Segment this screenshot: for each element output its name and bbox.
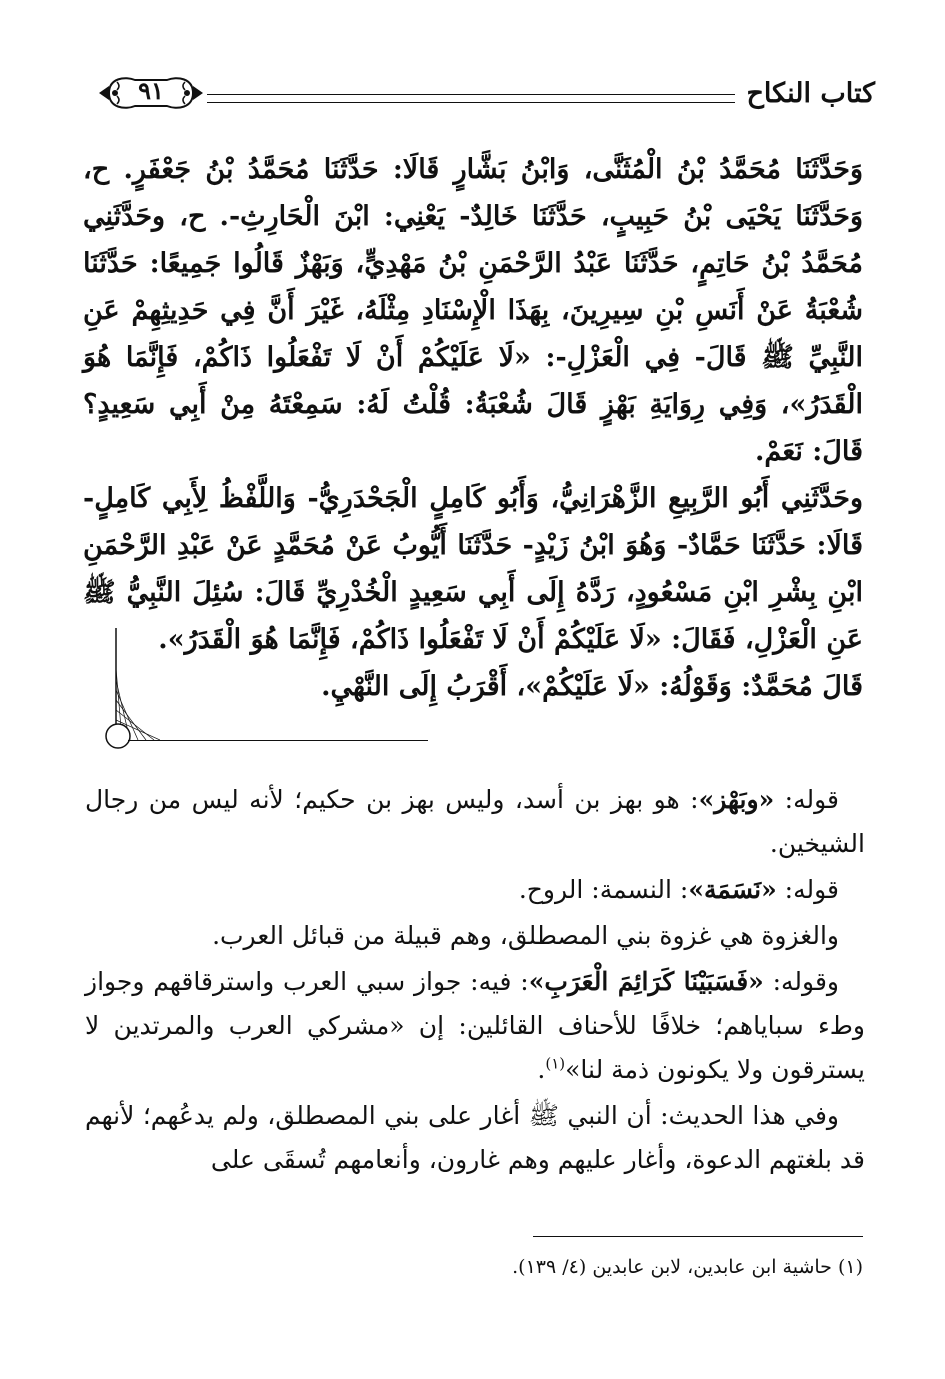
- quoted-term: «وبَهْز»: [698, 785, 775, 814]
- commentary-lead: قوله:: [776, 875, 839, 904]
- commentary-paragraph: [85, 960, 865, 1092]
- footnote-rule: [533, 1236, 863, 1237]
- commentary-paragraph: [85, 914, 865, 958]
- hadith-paragraph: قَالَ مُحَمَّدٌ: وَقَوْلُهُ: «لَا عَلَيْكُمْ»، أَقْرَبُ إِلَى النَّهْيِ.: [321, 671, 863, 702]
- commentary-text: وفي هذا الحديث: أن النبي ﷺ أغار على بني المصطلق، ولم يدعُهم؛ لأنهم قد بلغتهم الدعوة، وأغار عليهم وهم غارون، وأنعامهم تُسقَى على: [85, 1101, 865, 1174]
- book-title: كتاب النكاح: [746, 78, 875, 109]
- header-rule: [207, 94, 735, 103]
- commentary-text: والغزوة هي غزوة بني المصطلق، وهم قبيلة من قبائل العرب.: [212, 921, 839, 950]
- commentary-paragraph: [85, 1094, 865, 1182]
- footnote-marker[interactable]: (١): [545, 1054, 566, 1073]
- commentary-paragraph: [85, 778, 865, 866]
- commentary-text: : هو بهز بن أسد، وليس بهز بن حكيم؛ لأنه ليس من رجال الشيخين.: [85, 785, 865, 858]
- quoted-term: «نَسَمَة»: [688, 875, 777, 904]
- corner-ornament-icon: [102, 628, 160, 750]
- section-rule: [128, 740, 428, 741]
- footnote: (١) حاشية ابن عابدين، لابن عابدين (٤/ ١٣٩).: [512, 1256, 863, 1278]
- commentary-text: : فيه: جواز سبي العرب واسترقاقهم وجواز وطء سباياهم؛ خلافًا للأحناف القائلين: إن «مشركي العرب والمرتدين لا يسترقون ولا يكونون ذمة لنا»: [85, 967, 865, 1084]
- hadith-paragraph: وَحَدَّثَنَا مُحَمَّدُ بْنُ الْمُثَنَّى، وَابْنُ بَشَّارٍ قَالَا: حَدَّثَنَا مُحَمَّدُ بْنُ جَعْفَرٍ. ح، وَحَدَّثَنَا يَحْيَى بْنُ حَبِيبٍ، حَدَّثَنَا خَالِدٌ- يَعْنِي: ابْنَ الْحَارِثِ-. ح، وحَدَّثَنِي مُحَمَّدُ بْنُ حَاتِمٍ، حَدَّثَنَا عَبْدُ الرَّحْمَنِ بْنُ مَهْدِيٍّ، وَبَهْزٌ قَالُوا جَمِيعًا: حَدَّثَنَا شُعْبَةُ عَنْ أَنَسِ بْنِ سِيرِينَ، بِهَذَا الْإِسْنَادِ مِثْلَهُ، غَيْرَ أَنَّ فِي حَدِيثِهِمْ عَنِ النَّبِيِّ ﷺ قَالَ- فِي الْعَزْلِ-: «لَا عَلَيْكُمْ أَنْ لَا تَفْعَلُوا ذَاكُمْ، فَإِنَّمَا هُوَ الْقَدَرُ»، وَفِي رِوَايَةِ بَهْزٍ قَالَ شُعْبَةُ: قُلْتُ لَهُ: سَمِعْتَهُ مِنْ أَبِي سَعِيدٍ؟ قَالَ: نَعَمْ.: [83, 154, 863, 467]
- commentary-lead: قوله:: [774, 785, 839, 814]
- commentary-block: [85, 778, 865, 1184]
- hadith-block: [83, 146, 863, 710]
- page-number: ٩١: [138, 76, 164, 105]
- page-number-ornament: [95, 68, 207, 118]
- commentary-text: .: [537, 1055, 546, 1084]
- page-header: [95, 60, 875, 130]
- hadith-paragraph: وحَدَّثَنِي أَبُو الرَّبِيعِ الزَّهْرَانِيُّ، وَأَبُو كَامِلٍ الْجَحْدَرِيُّ- وَاللَّفْظُ لِأَبِي كَامِلٍ- قَالَا: حَدَّثَنَا حَمَّادٌ- وَهُوَ ابْنُ زَيْدٍ- حَدَّثَنَا أَيُّوبُ عَنْ مُحَمَّدٍ عَنْ عَبْدِ الرَّحْمَنِ ابْنِ بِشْرِ ابْنِ مَسْعُودٍ، رَدَّهُ إِلَى أَبِي سَعِيدٍ الْخُدْرِيِّ قَالَ: سُئِلَ النَّبِيُّ ﷺ عَنِ الْعَزْلِ، فَقَالَ: «لَا عَلَيْكُمْ أَنْ لَا تَفْعَلُوا ذَاكُمْ، فَإِنَّمَا هُوَ الْقَدَرُ».: [83, 483, 863, 655]
- commentary-lead: وقوله:: [763, 967, 839, 996]
- quoted-term: «فَسَبَيْنَا كَرَائِمَ الْعَرَبِ»: [528, 967, 764, 996]
- commentary-text: : النسمة: الروح.: [518, 875, 689, 904]
- commentary-paragraph: [85, 868, 865, 912]
